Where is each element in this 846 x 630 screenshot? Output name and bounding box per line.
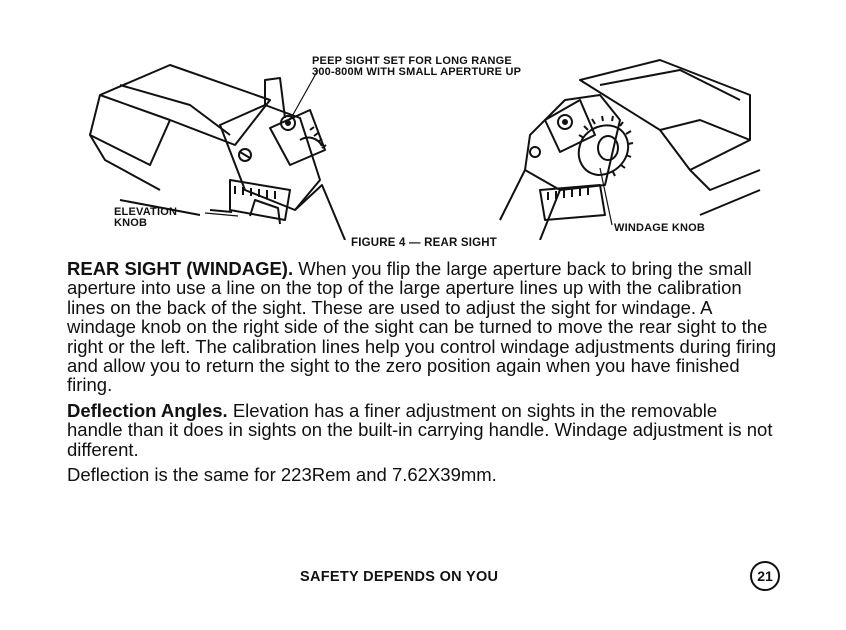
deflection-angles-text: Elevation has a finer adjustment on sights in the removable handle than it does in sights on the built-in carrying handle. Windage adjustment is not different. — [67, 399, 773, 460]
left-carry-handle — [100, 65, 270, 145]
right-carry-handle — [580, 60, 750, 170]
elevation-leader-line — [205, 213, 238, 216]
left-elevation-drum — [230, 180, 290, 220]
page-number: 21 — [750, 561, 780, 591]
elevation-knob-callout: ELEVATION KNOB — [114, 206, 178, 229]
peep-sight-callout: PEEP SIGHT SET FOR LONG RANGE 300-800M WITH SMALL APERTURE UP — [312, 55, 522, 78]
deflection-angles-heading: Deflection Angles. — [67, 399, 228, 421]
figure-caption: FIGURE 4 — REAR SIGHT — [350, 237, 498, 249]
left-aperture — [270, 110, 325, 165]
footer-slogan: SAFETY DEPENDS ON YOU — [300, 569, 499, 585]
windage-knob-callout: WINDAGE KNOB — [614, 222, 706, 234]
body-text — [67, 259, 777, 490]
windage-knob — [579, 125, 628, 175]
rear-sight-windage-text: When you flip the large aperture back to bring the small aperture into use a line on the top of the large aperture lines up with the calibration lines on the back of the sight. These are used to adjust the sight for windage. A windage knob on the right side of the sight can be turned to move the rear sight to the right or the left. The calibration lines help you control windage adjustments during firing and allow you to return the sight to the zero position again when you have finished firing. — [67, 258, 777, 396]
page-footer — [0, 569, 846, 599]
right-sight-body — [525, 95, 620, 190]
deflection-angles-paragraph — [67, 401, 777, 459]
deflection-note-paragraph: Deflection is the same for 223Rem and 7.62X39mm. — [67, 464, 497, 486]
rear-sight-windage-paragraph — [67, 259, 777, 395]
rear-sight-windage-heading: REAR SIGHT (WINDAGE). — [67, 258, 294, 279]
rear-sight-figure — [60, 40, 780, 255]
